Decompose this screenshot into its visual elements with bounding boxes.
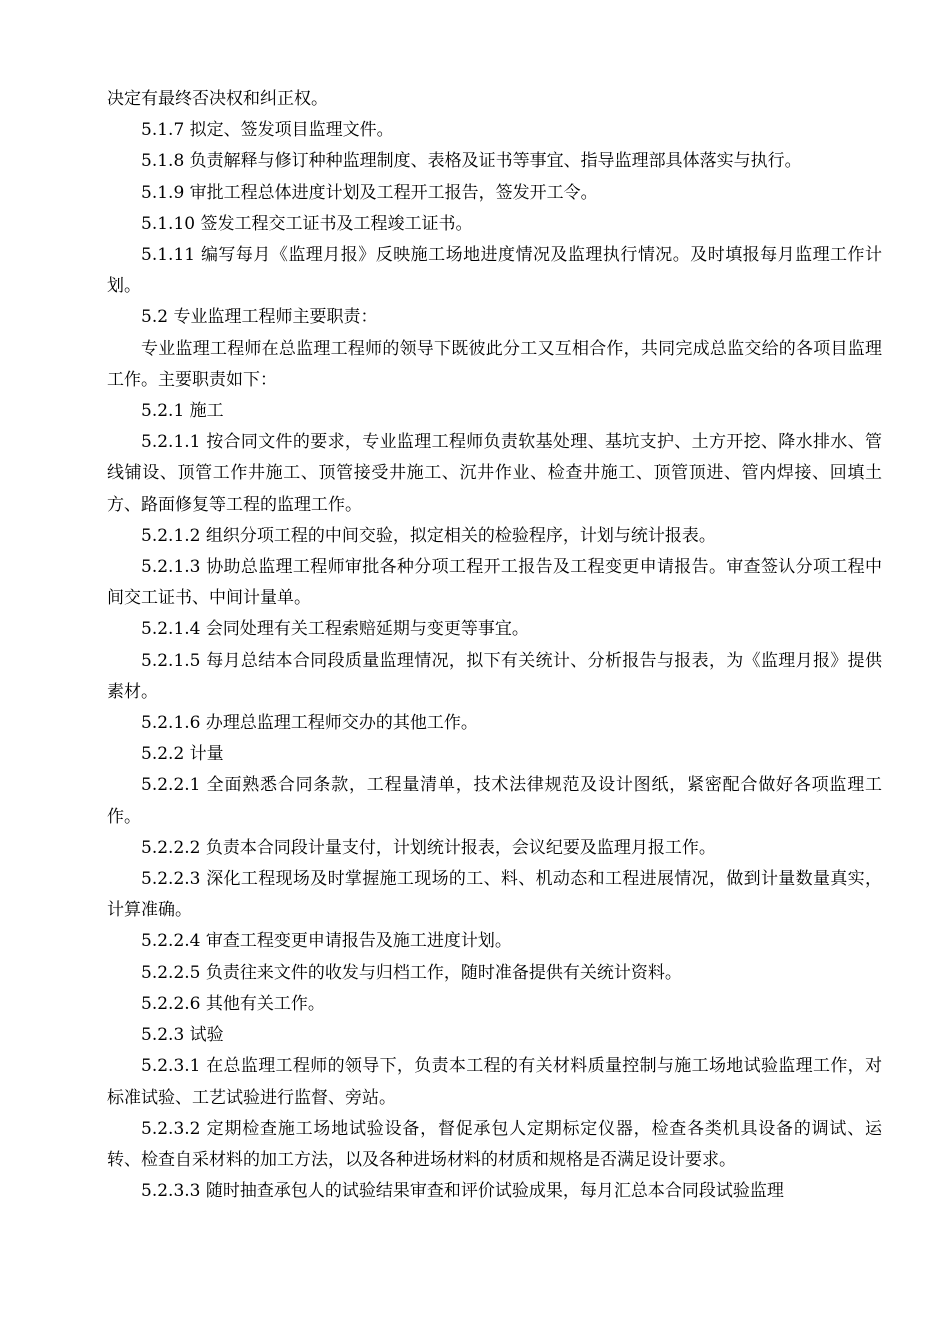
paragraph: 5.2.1 施工 <box>141 401 224 422</box>
paragraph: 5.2.2.4 审查工程变更申请报告及施工进度计划。 <box>141 931 512 952</box>
paragraph: 5.2.1.3 协助总监理工程师审批各种分项工程开工报告及工程变更申请报告。审查签认分项工程中间交工证书、中间计量单。 <box>107 557 882 609</box>
paragraph: 5.2.1.5 每月总结本合同段质量监理情况，拟下有关统计、分析报告与报表，为《监理月报》提供素材。 <box>107 650 882 702</box>
paragraph: 5.1.10 签发工程交工证书及工程竣工证书。 <box>141 213 473 234</box>
paragraph: 5.1.9 审批工程总体进度计划及工程开工报告，签发开工令。 <box>141 182 598 203</box>
paragraph: 5.1.7 拟定、签发项目监理文件。 <box>141 120 394 141</box>
paragraph: 5.2.1.4 会同处理有关工程索赔延期与变更等事宜。 <box>141 619 529 640</box>
paragraph: 5.2.2.1 全面熟悉合同条款，工程量清单，技术法律规范及设计图纸，紧密配合做好各项监理工作。 <box>107 775 882 827</box>
paragraph: 5.2 专业监理工程师主要职责： <box>141 307 378 328</box>
paragraph: 决定有最终否决权和纠正权。 <box>107 89 328 109</box>
paragraph: 5.1.8 负责解释与修订种种监理制度、表格及证书等事宜、指导监理部具体落实与执行。 <box>141 151 802 172</box>
paragraph: 5.1.11 编写每月《监理月报》反映施工场地进度情况及监理执行情况。及时填报每月监理工作计划。 <box>107 245 882 297</box>
paragraph: 5.2.2.2 负责本合同段计量支付，计划统计报表，会议纪要及监理月报工作。 <box>141 837 716 858</box>
paragraph: 5.2.2.5 负责往来文件的收发与归档工作，随时准备提供有关统计资料。 <box>141 962 682 983</box>
paragraph: 5.2.1.2 组织分项工程的中间交验，拟定相关的检验程序，计划与统计报表。 <box>141 525 716 546</box>
paragraph: 5.2.3.1 在总监理工程师的领导下，负责本工程的有关材料质量控制与施工场地试验监理工作，对标准试验、工艺试验进行监督、旁站。 <box>107 1056 882 1108</box>
paragraph: 5.2.3.3 随时抽查承包人的试验结果审查和评价试验成果，每月汇总本合同段试验监理 <box>141 1181 784 1202</box>
paragraph: 5.2.2 计量 <box>141 744 224 765</box>
paragraph: 5.2.1.6 办理总监理工程师交办的其他工作。 <box>141 713 478 734</box>
paragraph: 5.2.2.3 深化工程现场及时掌握施工现场的工、料、机动态和工程进展情况，做到计量数量真实，计算准确。 <box>107 869 882 921</box>
paragraph: 5.2.2.6 其他有关工作。 <box>141 993 325 1014</box>
paragraph: 5.2.1.1 按合同文件的要求，专业监理工程师负责软基处理、基坑支护、土方开挖、降水排水、管线铺设、顶管工作井施工、顶管接受井施工、沉井作业、检查井施工、顶管顶进、管内焊接、回填土方、路面修复等工程的监理工作。 <box>107 432 882 515</box>
paragraph: 5.2.3.2 定期检查施工场地试验设备，督促承包人定期标定仪器，检查各类机具设备的调试、运转、检查自采材料的加工方法，以及各种进场材料的材质和规格是否满足设计要求。 <box>107 1118 882 1170</box>
paragraph: 专业监理工程师在总监理工程师的领导下既彼此分工又互相合作，共同完成总监交给的各项目监理工作。主要职责如下： <box>107 338 882 390</box>
paragraph: 5.2.3 试验 <box>141 1025 224 1046</box>
document-body <box>107 84 882 1207</box>
